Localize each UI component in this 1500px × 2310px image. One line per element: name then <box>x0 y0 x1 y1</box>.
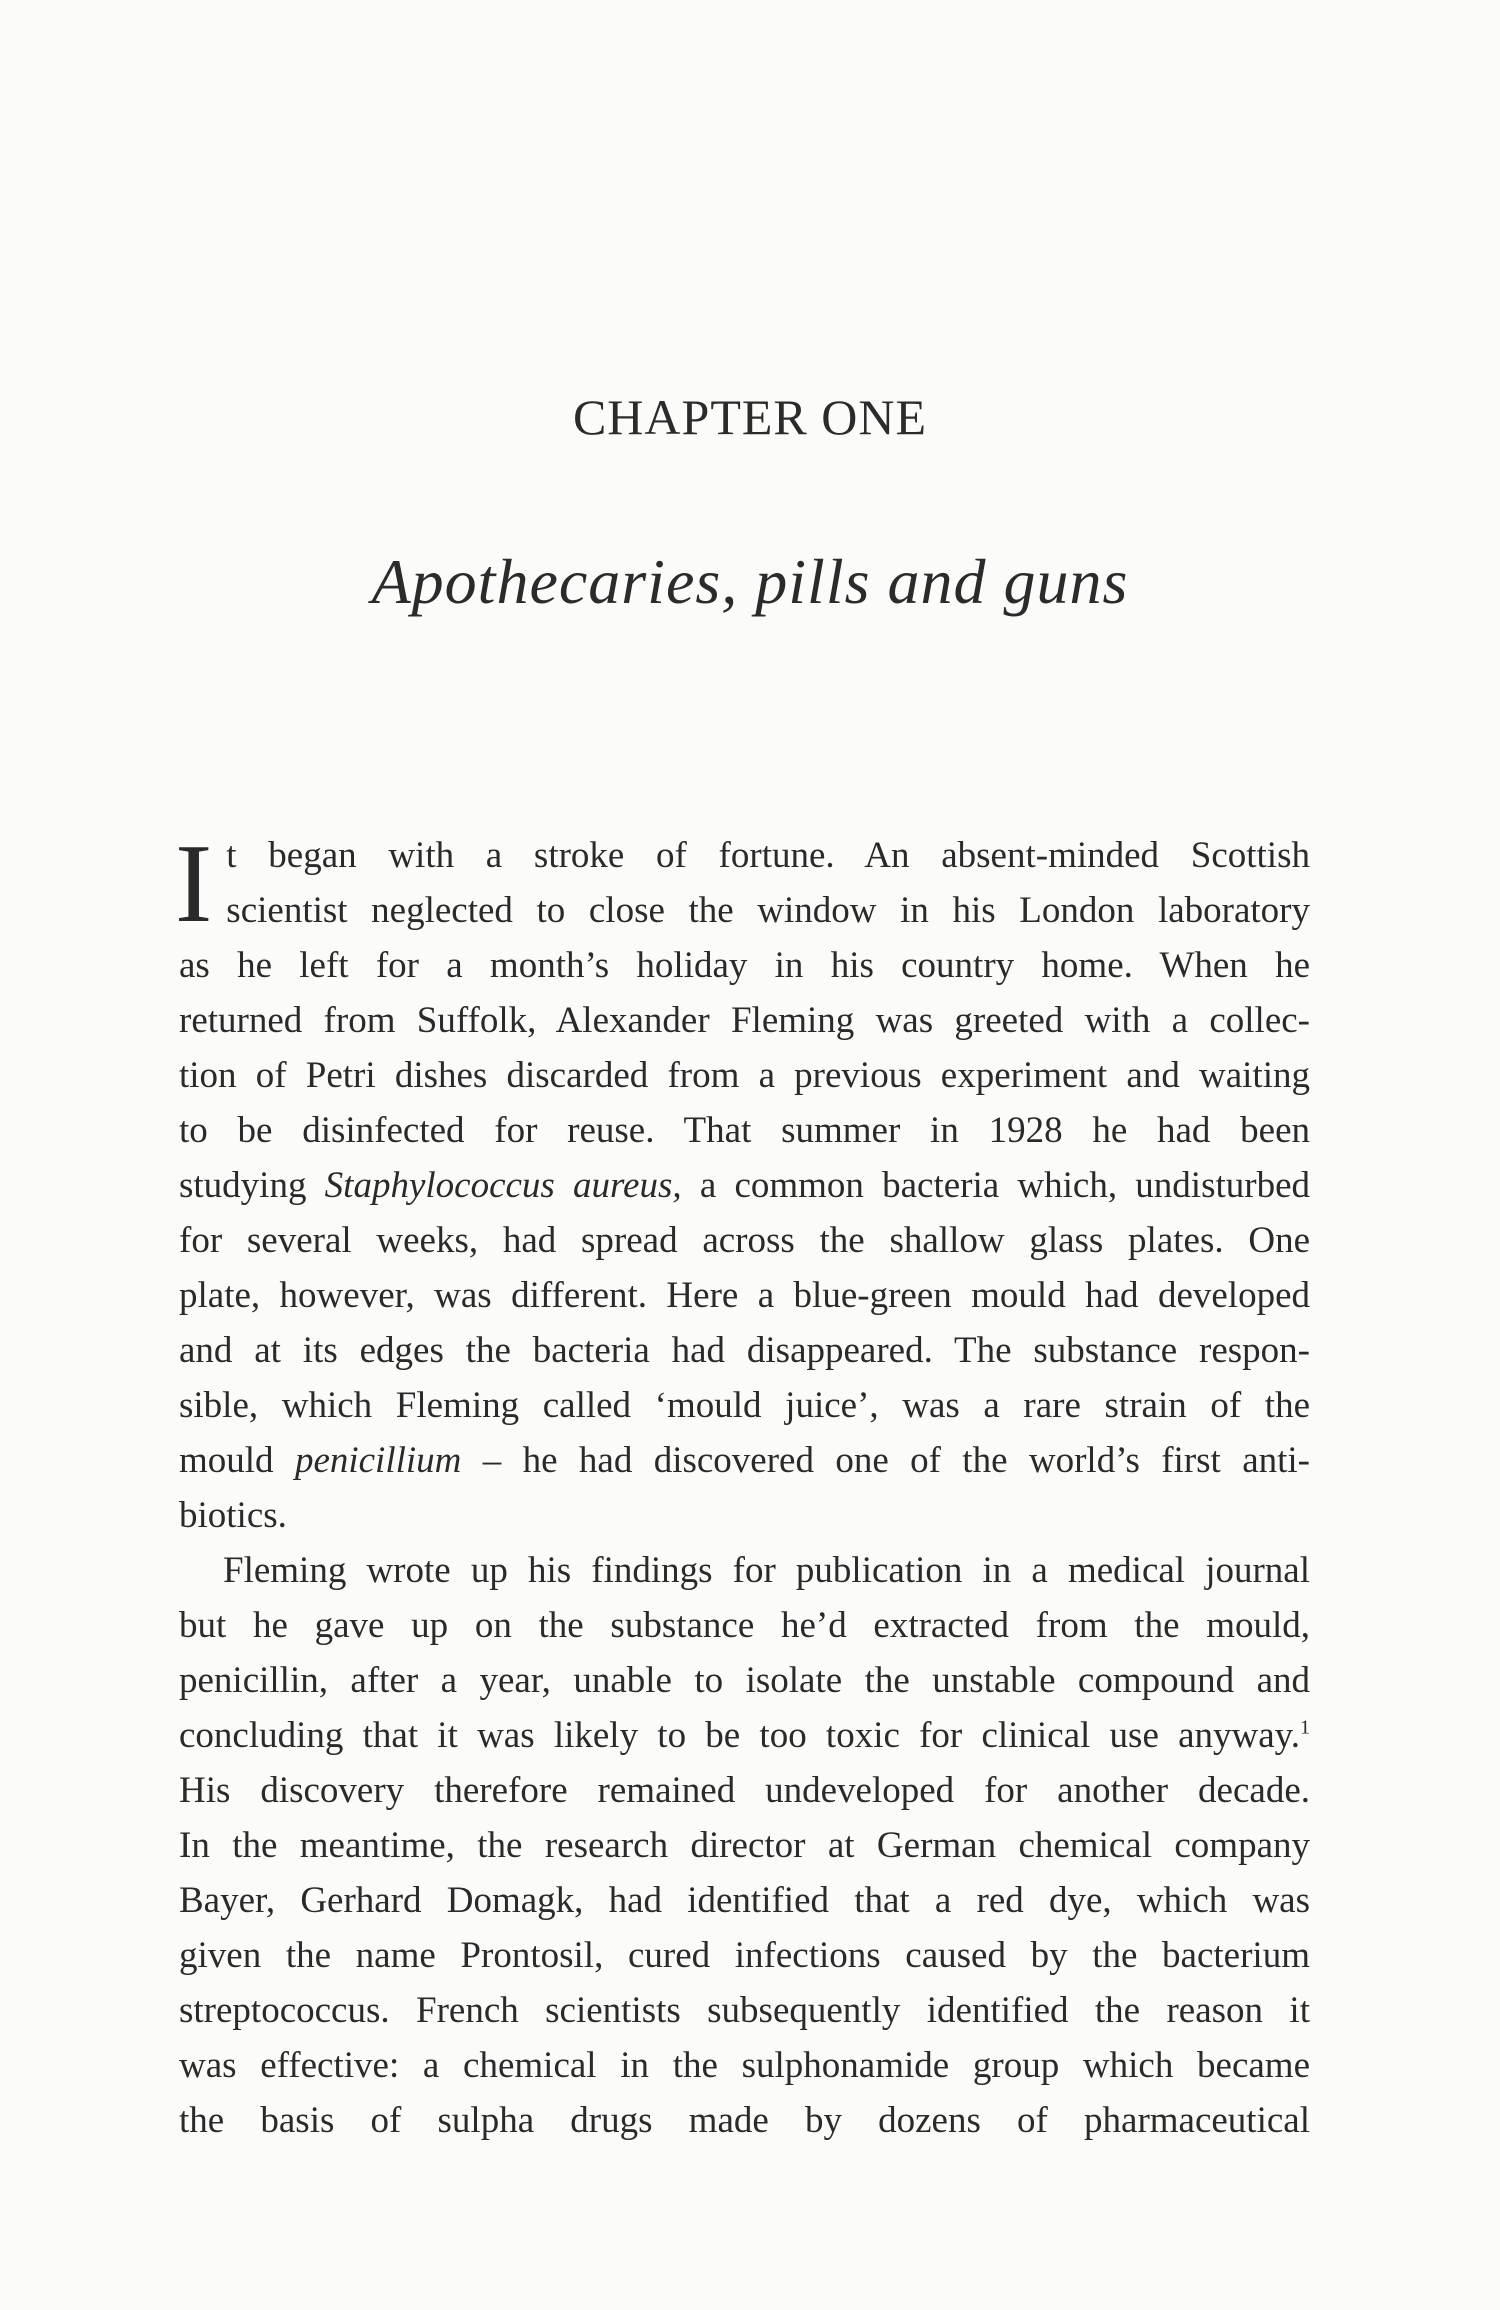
text-line: mould penicillium – he had discovered one of the world’s first anti- <box>179 1440 1311 1481</box>
text-line: plate, however, was different. Here a blue-green mould had developed <box>179 1275 1310 1316</box>
text-line: biotics. <box>179 1495 287 1536</box>
text-line: sible, which Fleming called ‘mould juice’, was a rare strain of the <box>179 1385 1310 1426</box>
text-line: given the name Prontosil, cured infections caused by the bacterium <box>179 1935 1310 1976</box>
text-line: but he gave up on the substance he’d extracted from the mould, <box>179 1605 1310 1646</box>
text-line: scientist neglected to close the window in his London laboratory <box>226 890 1310 931</box>
italic-species-name: Staphylococcus aureus, <box>324 1165 682 1206</box>
text-line: was effective: a chemical in the sulphonamide group which became <box>179 2045 1310 2086</box>
text-line: as he left for a month’s holiday in his country home. When he <box>179 945 1310 986</box>
text-line: streptococcus. French scientists subsequently identified the reason it <box>179 1990 1310 2031</box>
text-line: t began with a stroke of fortune. An absent-minded Scottish <box>226 835 1310 876</box>
body-text <box>175 822 1311 2148</box>
text-line: In the meantime, the research director at German chemical company <box>179 1825 1310 1866</box>
text-line: concluding that it was likely to be too toxic for clinical use anyway.$^1$ <box>179 1715 1310 1756</box>
footnote-marker[interactable]: 1 <box>1300 1716 1310 1739</box>
text-line: the basis of sulpha drugs made by dozens of pharmaceutical <box>179 2100 1310 2141</box>
text-line: returned from Suffolk, Alexander Fleming was greeted with a collec- <box>179 1000 1310 1041</box>
text-line: tion of Petri dishes discarded from a previous experiment and waiting <box>179 1055 1310 1096</box>
text-line: and at its edges the bacteria had disappeared. The substance respon- <box>179 1330 1310 1371</box>
text-line: studying Staphylococcus aureus, a common bacteria which, undisturbed <box>179 1165 1310 1206</box>
drop-cap: I <box>175 822 213 946</box>
text-line: His discovery therefore remained undeveloped for another decade. <box>179 1770 1310 1811</box>
chapter-number: CHAPTER ONE <box>572 389 928 445</box>
italic-genus-name: penicillium <box>294 1440 462 1481</box>
paragraph-2 <box>179 1543 1310 2148</box>
text-line: penicillin, after a year, unable to isolate the unstable compound and <box>179 1660 1310 1701</box>
text-line: Bayer, Gerhard Domagk, had identified that a red dye, which was <box>179 1880 1310 1921</box>
paragraph-1 <box>175 822 1311 1543</box>
text-line: to be disinfected for reuse. That summer in 1928 he had been <box>179 1110 1310 1151</box>
chapter-title: Apothecaries, pills and guns <box>371 546 1129 617</box>
text-line: Fleming wrote up his findings for publication in a medical journal <box>223 1550 1310 1591</box>
text-line: for several weeks, had spread across the shallow glass plates. One <box>179 1220 1310 1261</box>
